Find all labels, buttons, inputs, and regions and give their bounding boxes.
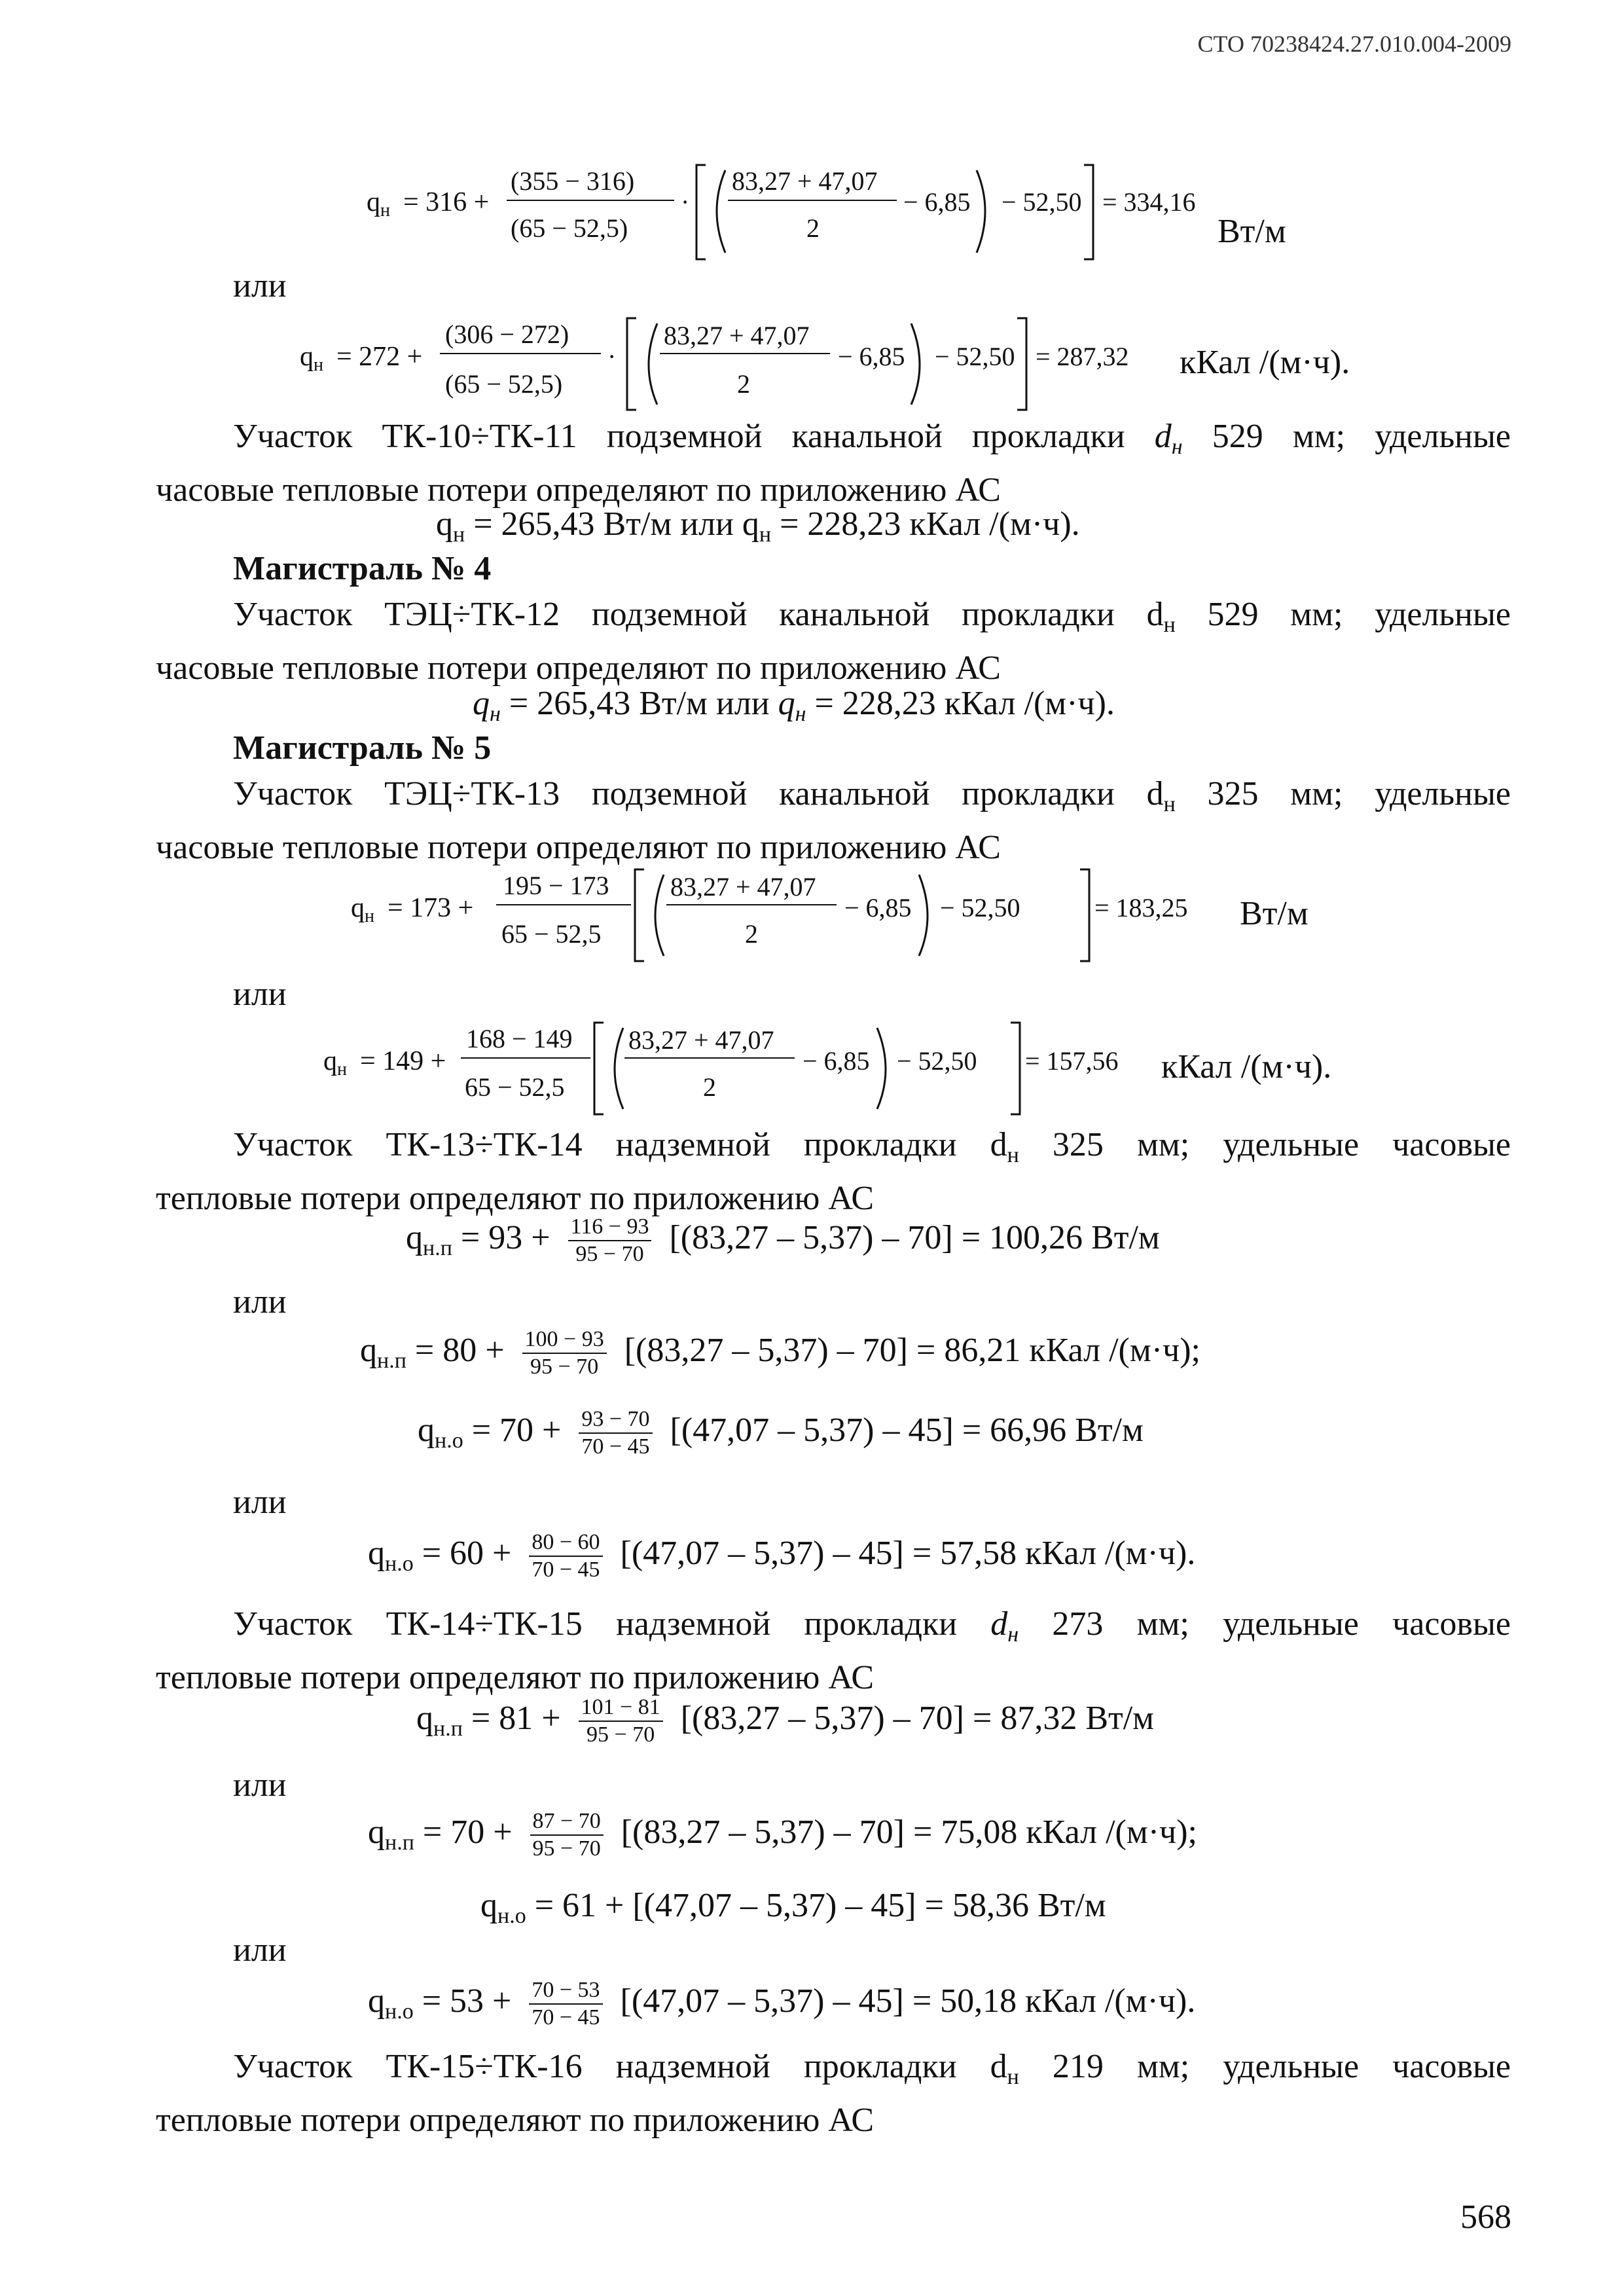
svg-text:− 6,85: − 6,85 [903,187,971,217]
equation-7: $q_{н.о} = 70$ + $\frac{93 - 70}{70 - 45}$ [(47,07 – 5,37) – 45] = 66,96 Вт/м [418,1407,1144,1459]
svg-text:65 − 52,5: 65 − 52,5 [501,919,602,949]
svg-text:− 52,50: − 52,50 [935,342,1015,371]
heading-magistral-5: Магистраль № 5 [233,729,492,767]
word-ili: или [233,1766,287,1804]
equation-12: $q_{н.о} = 53$ + $\frac{70 - 53}{70 - 45}$ [(47,07 – 5,37) – 45] = 50,18 кКал /(м·ч). [368,1978,1196,2030]
paragraph-tk14-tk15: Участок ТК-14÷ТК-15 надземной прокладки $d_н$ 273 мм; удельные часовые тепловые потери определяют по приложению АС [156,1605,1511,1696]
word-ili: или [233,1283,287,1321]
word-ili: или [233,1931,287,1969]
svg-text:кКал /(м·ч).: кКал /(м·ч). [1161,1048,1332,1085]
svg-text:− 6,85: − 6,85 [803,1046,870,1076]
equation-6: $q_{н.п} = 80$ + $\frac{100 - 93}{95 - 70}$ [(83,27 – 5,37) – 70] = 86,21 кКал /(м·ч); [360,1327,1200,1379]
svg-text:·: · [607,342,617,371]
word-ili: или [233,1484,287,1521]
svg-text:195 − 173: 195 − 173 [503,871,609,900]
svg-text:(65 − 52,5): (65 − 52,5) [445,369,563,399]
equation-11: $q_{н.о} = 61 + [(47,07 - 5,37) - 45] = 58,36$ Вт/м [480,1887,1106,1928]
svg-text:− 52,50: − 52,50 [897,1046,977,1076]
svg-text:= 316 +: = 316 + [403,187,490,217]
svg-text:Вт/м: Вт/м [1240,895,1308,932]
svg-text:2: 2 [703,1072,716,1102]
svg-text:83,27 + 47,07: 83,27 + 47,07 [628,1025,774,1055]
paragraph-tk10-tk11: Участок ТК-10÷ТК-11 подземной канальной прокладки $d_н$ 529 мм; удельные часовые тепловые потери определяют по приложению АС [156,418,1511,509]
svg-text:qн: qн [351,893,374,926]
svg-text:− 52,50: − 52,50 [940,893,1020,922]
equation-3 [351,862,1372,966]
svg-text:qн: qн [300,342,323,375]
word-ili: или [233,975,287,1013]
svg-text:83,27 + 47,07: 83,27 + 47,07 [670,872,816,902]
svg-text:= 272 +: = 272 + [336,342,423,372]
equation-8: $q_{н.о} = 60$ + $\frac{80 - 60}{70 - 45}$ [(47,07 – 5,37) – 45] = 57,58 кКал /(м·ч). [368,1530,1196,1582]
paragraph-tec-tk12: Участок ТЭЦ÷ТК-12 подземной канальной прокладки $d_н$ 529 мм; удельные часовые тепловые потери определяют по приложению АС [156,596,1511,687]
result-tk10-tk11: $q_н = 265,43$ Вт/м или $q_н = 228,23$ кКал /(м·ч). [436,505,1080,547]
svg-text:(306 − 272): (306 − 272) [445,319,569,349]
svg-text:= 334,16: = 334,16 [1102,187,1196,217]
equation-2 [300,312,1413,416]
equation-9: $q_{н.п} = 81$ + $\frac{101 - 81}{95 - 70}$ [(83,27 – 5,37) – 70] = 87,32 Вт/м [416,1695,1155,1747]
svg-text:83,27 + 47,07: 83,27 + 47,07 [732,166,878,196]
svg-text:65 − 52,5: 65 − 52,5 [465,1072,565,1102]
svg-text:= 157,56: = 157,56 [1025,1046,1119,1076]
equation-5: $q_{н.п} = 93$ + $\frac{116 - 93}{95 - 70}$ [(83,27 – 5,37) – 70] = 100,26 Вт/м [406,1214,1160,1266]
svg-text:− 6,85: − 6,85 [838,342,905,371]
svg-text:(65 − 52,5): (65 − 52,5) [511,213,628,243]
svg-text:168 − 149: 168 − 149 [466,1024,573,1053]
svg-text:2: 2 [737,369,750,399]
word-ili: или [233,267,287,304]
svg-text:2: 2 [745,919,758,949]
heading-magistral-4: Магистраль № 4 [233,550,492,587]
svg-text:qн: qн [367,187,390,221]
svg-text:кКал /(м·ч).: кКал /(м·ч). [1180,344,1350,381]
svg-text:qн: qн [323,1046,347,1080]
paragraph-tk15-tk16: Участок ТК-15÷ТК-16 надземной прокладки $d_н$ 219 мм; удельные часовые тепловые потери определяют по приложению АС [156,2048,1511,2139]
page-number: 568 [1460,2198,1511,2236]
svg-text:− 6,85: − 6,85 [844,893,912,922]
paragraph-tk13-tk14: Участок ТК-13÷ТК-14 надземной прокладки $d_н$ 325 мм; удельные часовые тепловые потери определяют по приложению АС [156,1126,1511,1217]
equation-4 [323,1016,1371,1121]
equation-10: $q_{н.п} = 70$ + $\frac{87 - 70}{95 - 70}$ [(83,27 – 5,37) – 70] = 75,08 кКал /(м·ч); [368,1809,1197,1861]
paragraph-tec-tk13: Участок ТЭЦ÷ТК-13 подземной канальной прокладки $d_н$ 325 мм; удельные часовые тепловые потери определяют по приложению АС [156,775,1511,866]
svg-text:= 183,25: = 183,25 [1094,893,1188,922]
result-tec-tk12: $q_н = 265,43$ Вт/м или $q_н = 228,23$ кКал /(м·ч). [473,685,1115,726]
svg-text:= 287,32: = 287,32 [1036,342,1129,371]
svg-text:= 149 +: = 149 + [360,1046,446,1076]
svg-text:·: · [681,187,690,217]
equation-1 [367,155,1322,272]
svg-text:Вт/м: Вт/м [1218,213,1286,250]
svg-text:(355 − 316): (355 − 316) [511,166,635,196]
svg-text:− 52,50: − 52,50 [1001,187,1082,217]
svg-text:83,27 + 47,07: 83,27 + 47,07 [664,321,810,350]
document-code: СТО 70238424.27.010.004-2009 [1197,31,1511,57]
svg-text:2: 2 [806,213,820,243]
svg-text:= 173 +: = 173 + [388,893,474,923]
